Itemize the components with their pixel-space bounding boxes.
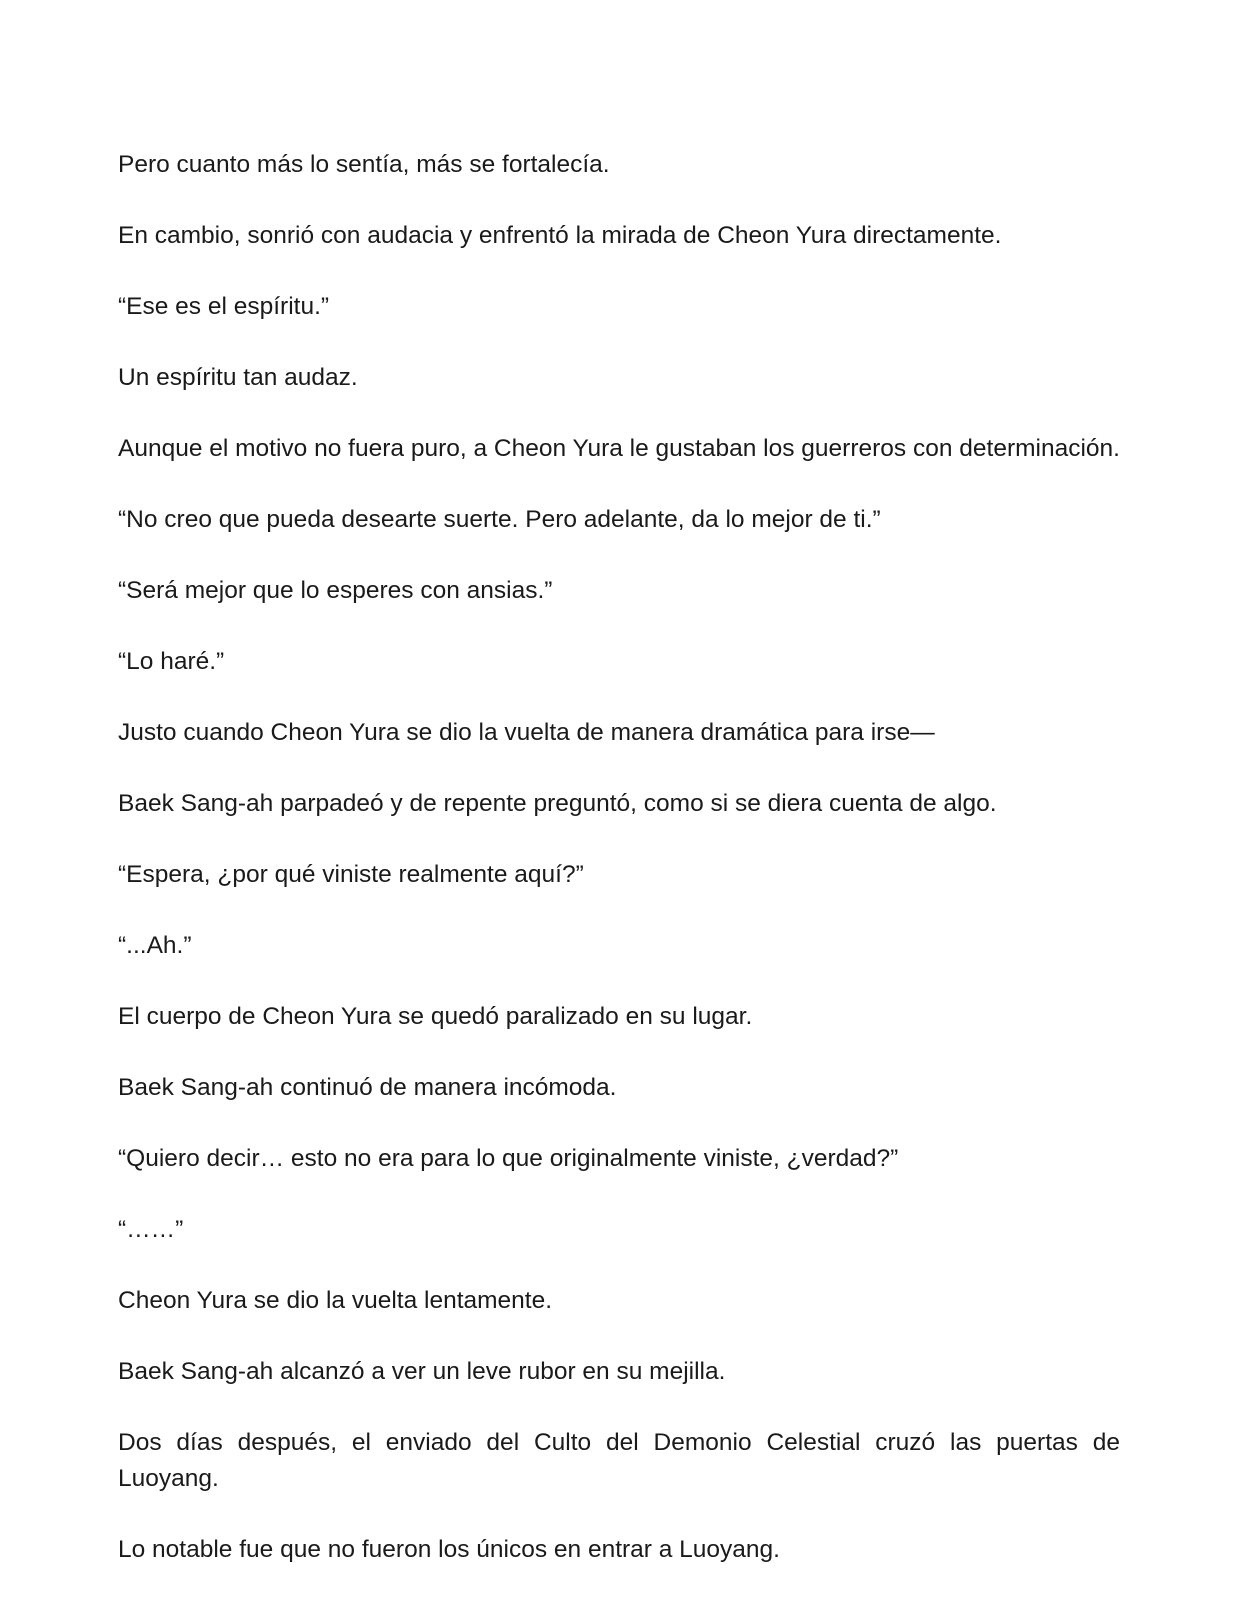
paragraph: Baek Sang-ah alcanzó a ver un leve rubor en su mejilla.: [118, 1358, 726, 1385]
paragraph: Baek Sang-ah parpadeó y de repente preguntó, como si se diera cuenta de algo.: [118, 790, 997, 817]
paragraph: En cambio, sonrió con audacia y enfrentó la mirada de Cheon Yura directamente.: [118, 222, 1002, 249]
paragraph: Dos días después, el enviado del Culto del Demonio Celestial cruzó las puertas de Luoyang.: [118, 1429, 1120, 1492]
paragraph: El cuerpo de Cheon Yura se quedó paralizado en su lugar.: [118, 1003, 753, 1030]
paragraph: “……”: [118, 1216, 184, 1243]
paragraph: “Será mejor que lo esperes con ansias.”: [118, 577, 553, 604]
paragraph: Justo cuando Cheon Yura se dio la vuelta de manera dramática para irse—: [118, 719, 935, 746]
paragraph: “Lo haré.”: [118, 648, 225, 675]
paragraph: Lo notable fue que no fueron los únicos en entrar a Luoyang.: [118, 1536, 780, 1563]
paragraph: “Quiero decir… esto no era para lo que originalmente viniste, ¿verdad?”: [118, 1145, 899, 1172]
paragraph: “...Ah.”: [118, 932, 192, 959]
paragraph: Baek Sang-ah continuó de manera incómoda.: [118, 1074, 617, 1101]
paragraph: “Espera, ¿por qué viniste realmente aquí?”: [118, 861, 584, 888]
document-body: [118, 147, 1120, 1603]
paragraph: “No creo que pueda desearte suerte. Pero adelante, da lo mejor de ti.”: [118, 506, 881, 533]
paragraph: Cheon Yura se dio la vuelta lentamente.: [118, 1287, 553, 1314]
paragraph: Aunque el motivo no fuera puro, a Cheon Yura le gustaban los guerreros con determinación.: [118, 435, 1120, 462]
paragraph: “Ese es el espíritu.”: [118, 293, 330, 320]
paragraph: Un espíritu tan audaz.: [118, 364, 358, 391]
paragraph: Pero cuanto más lo sentía, más se fortalecía.: [118, 151, 610, 178]
